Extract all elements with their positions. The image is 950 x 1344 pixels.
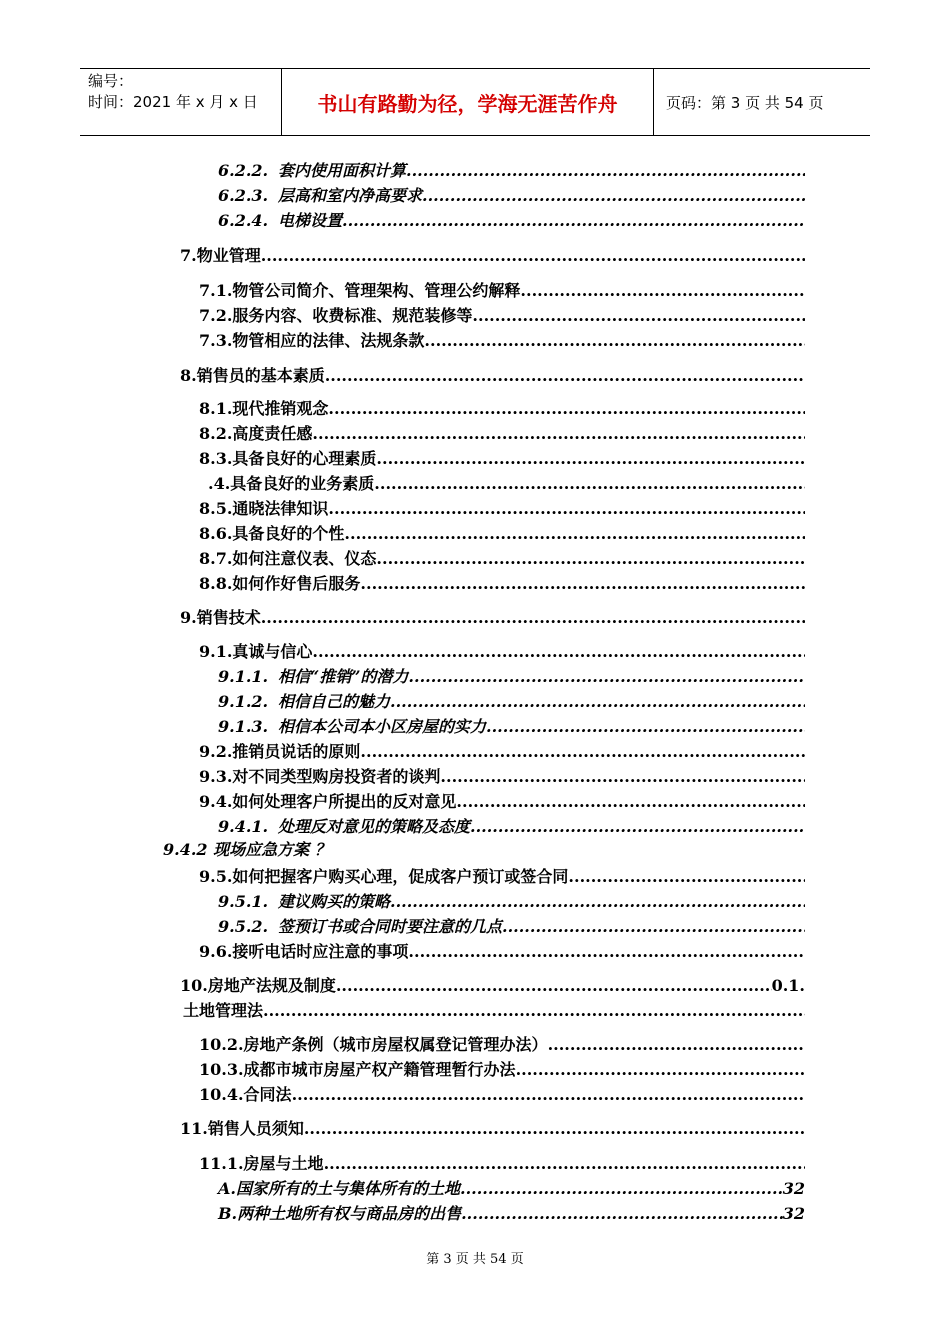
- toc-entry-label: [199, 741, 360, 763]
- toc-entry-number: 9.3.: [199, 767, 233, 786]
- toc-dot-leader: [325, 365, 805, 387]
- toc-dot-leader: [516, 1059, 805, 1081]
- page-footer: 第 3 页 共 54 页: [426, 1252, 524, 1267]
- toc-entry-title: 销售技术: [196, 608, 261, 627]
- toc-entry[interactable]: [199, 523, 805, 545]
- toc-entry-title: 通晓法律知识: [232, 499, 329, 518]
- toc-entry-label: [218, 210, 342, 232]
- toc-dot-leader: [312, 641, 805, 663]
- toc-entry-number: 10.: [180, 976, 208, 995]
- toc-dot-leader: [376, 448, 805, 470]
- toc-entry[interactable]: [199, 1059, 805, 1081]
- toc-entry-label: [199, 941, 408, 963]
- page-header: [80, 68, 870, 136]
- toc-dot-leader: [360, 573, 805, 595]
- toc-dot-leader: [460, 1178, 783, 1200]
- toc-entry-title: 真诚与信心: [232, 642, 313, 661]
- toc-entry-title: 房屋与土地: [243, 1154, 324, 1173]
- toc-dot-leader: [456, 791, 805, 813]
- toc-entry-label: [218, 666, 408, 688]
- toc-entry[interactable]: [199, 280, 805, 302]
- toc-entry-title: 物业管理: [196, 246, 261, 265]
- toc-entry-number: A.: [218, 1179, 236, 1198]
- toc-entry-title: 服务内容、收费标准、规范装修等: [232, 306, 473, 325]
- toc-entry-title: 物管公司简介、管理架构、管理公约解释: [232, 281, 521, 300]
- toc-dot-leader: [390, 691, 805, 713]
- toc-entry-number: 9.5.2.: [218, 917, 269, 936]
- time-label: 时间：2021 年 x 月 x 日: [88, 93, 258, 111]
- toc-entry[interactable]: [199, 548, 805, 570]
- toc-entry-title: 推销员说话的原则: [232, 742, 361, 761]
- toc-entry[interactable]: [199, 941, 805, 963]
- toc-dot-leader: [360, 741, 805, 763]
- toc-dot-leader: [312, 423, 805, 445]
- toc-dot-leader: [548, 1034, 805, 1056]
- toc-entry-number: B.: [218, 1204, 238, 1223]
- toc-entry[interactable]: [218, 1203, 805, 1225]
- toc-dot-leader: [304, 1118, 805, 1140]
- toc-entry[interactable]: [199, 423, 805, 445]
- toc-entry-title: 房地产法规及制度: [207, 976, 336, 995]
- toc-entry-label: [199, 498, 328, 520]
- toc-entry-label: [180, 245, 261, 267]
- toc-entry-number: 8.5.: [199, 499, 233, 518]
- toc-dot-leader: [502, 916, 805, 938]
- toc-entry-number: 6.2.3.: [218, 186, 269, 205]
- toc-entry-number: 8.: [180, 366, 197, 385]
- toc-page-number: 32: [782, 1179, 805, 1198]
- toc-entry-number: 11.1.: [199, 1154, 244, 1173]
- toc-dot-leader: [520, 280, 805, 302]
- toc-entry-number: 9.1.3.: [218, 717, 269, 736]
- toc-entry-label: [199, 766, 440, 788]
- toc-entry-number: 9.1.: [199, 642, 233, 661]
- toc-entry[interactable]: [199, 1153, 805, 1175]
- toc-entry[interactable]: [218, 160, 805, 182]
- toc-entry-number: 8.7.: [199, 549, 233, 568]
- toc-entry-label: [218, 816, 470, 838]
- toc-entry-title: 高度责任感: [232, 424, 313, 443]
- toc-entry-title: 相信“推销”的潜力: [278, 667, 409, 686]
- toc-entry[interactable]: [180, 365, 805, 387]
- toc-entry[interactable]: [199, 641, 805, 663]
- toc-entry[interactable]: [199, 573, 805, 595]
- toc-entry-number: 9.2.: [199, 742, 233, 761]
- toc-entry-title: 如何处理客户所提出的反对意见: [232, 792, 457, 811]
- toc-dot-leader: [390, 891, 805, 913]
- toc-entry[interactable]: [180, 1118, 805, 1140]
- toc-entry-title: 处理反对意见的策略及态度: [278, 817, 471, 836]
- toc-entry-label: [180, 1118, 304, 1140]
- toc-entry-label: [199, 573, 360, 595]
- toc-entry[interactable]: [208, 473, 805, 495]
- toc-dot-leader: [406, 160, 805, 182]
- toc-entry-title: 具备良好的业务素质: [230, 474, 375, 493]
- toc-dot-leader: [422, 185, 805, 207]
- toc-dot-leader: [342, 210, 805, 232]
- toc-entry[interactable]: [199, 330, 805, 352]
- toc-entry-label: [208, 473, 374, 495]
- toc-dot-leader: [470, 816, 805, 838]
- toc-dot-leader: [408, 941, 805, 963]
- toc-entry-title: 国家所有的土与集体所有的土地: [235, 1179, 460, 1198]
- toc-entry[interactable]: [218, 1178, 805, 1200]
- toc-dot-leader: [486, 716, 805, 738]
- toc-entry-label: [218, 160, 406, 182]
- toc-entry[interactable]: [180, 245, 805, 267]
- toc-entry[interactable]: [199, 741, 805, 763]
- toc-entry-title: 现代推销观念: [232, 399, 329, 418]
- toc-entry-number: 10.2.: [199, 1035, 244, 1054]
- toc-entry-label: [199, 641, 312, 663]
- toc-entry-title: 签预订书或合同时要注意的几点: [278, 917, 503, 936]
- toc-entry-number: 8.3.: [199, 449, 233, 468]
- toc-entry[interactable]: [199, 398, 805, 420]
- toc-dot-leader: [472, 305, 805, 327]
- toc-entry[interactable]: [180, 607, 805, 629]
- toc-entry-label: [180, 607, 261, 629]
- toc-entry-title: 成都市城市房屋产权产籍管理暂行办法: [243, 1060, 516, 1079]
- toc-entry-title: 如何把握客户购买心理，促成客户预订或签合同: [232, 867, 569, 886]
- toc-dot-leader: [461, 1203, 783, 1225]
- toc-dot-leader: [263, 1000, 805, 1022]
- toc-entry-title: 套内使用面积计算: [278, 161, 407, 180]
- toc-entry[interactable]: [199, 866, 805, 888]
- toc-entry-number: 9.1.1.: [218, 667, 269, 686]
- toc-entry-number: 9.5.: [199, 867, 233, 886]
- toc-entry[interactable]: [218, 716, 805, 738]
- toc-entry-title: 合同法: [243, 1085, 292, 1104]
- toc-entry-label: [180, 365, 325, 387]
- toc-entry-label: [199, 1153, 324, 1175]
- toc-entry-title: 层高和室内净高要求: [278, 186, 423, 205]
- toc-entry-title: 销售人员须知: [207, 1119, 304, 1138]
- toc-entry-title: 相信本公司本小区房屋的实力: [278, 717, 487, 736]
- toc-entry[interactable]: [218, 666, 805, 688]
- toc-entry-number: 7.1.: [199, 281, 233, 300]
- header-motto: 书山有路勤为径，学海无涯苦作舟: [282, 69, 654, 135]
- toc-dot-leader: [328, 498, 805, 520]
- toc-entry-title: 两种土地所有权与商品房的出售: [237, 1204, 462, 1223]
- toc-entry-title: 具备良好的个性: [232, 524, 345, 543]
- toc-entry[interactable]: [218, 916, 805, 938]
- toc-entry[interactable]: [218, 816, 805, 838]
- toc-entry-label: [199, 398, 328, 420]
- toc-entry-title: 接听电话时应注意的事项: [232, 942, 409, 961]
- toc-entry-label: [199, 1059, 516, 1081]
- toc-page-number: 0.1.: [771, 976, 805, 995]
- toc-entry-label: [218, 916, 502, 938]
- toc-dot-leader: [261, 245, 805, 267]
- toc-entry-title: 对不同类型购房投资者的谈判: [232, 767, 441, 786]
- toc-entry[interactable]: [218, 691, 805, 713]
- toc-entry[interactable]: [199, 766, 805, 788]
- toc-entry-label: [199, 305, 472, 327]
- toc-dot-leader: [344, 523, 805, 545]
- toc-entry[interactable]: [199, 791, 805, 813]
- toc-dot-leader: [374, 473, 805, 495]
- toc-entry-label: [199, 330, 424, 352]
- code-label: 编号：: [88, 72, 134, 90]
- toc-entry-label: [218, 716, 486, 738]
- toc-entry-label: [218, 891, 390, 913]
- toc-entry-title: 如何注意仪表、仪态: [232, 549, 377, 568]
- toc-entry-number: 10.3.: [199, 1060, 244, 1079]
- toc-entry-number: 9.1.2.: [218, 692, 269, 711]
- toc-entry-number: 8.8.: [199, 574, 233, 593]
- toc-entry-title: 房地产条例（城市房屋权属登记管理办法）: [243, 1035, 548, 1054]
- toc-entry[interactable]: [199, 498, 805, 520]
- toc-entry[interactable]: [218, 891, 805, 913]
- toc-dot-leader: [568, 866, 805, 888]
- toc-dot-leader: [292, 1084, 805, 1106]
- toc-entry[interactable]: [199, 1034, 805, 1056]
- toc-entry[interactable]: [218, 185, 805, 207]
- toc-entry-title: 电梯设置: [278, 211, 343, 230]
- toc-entry-number: 8.6.: [199, 524, 233, 543]
- toc-entry[interactable]: [199, 305, 805, 327]
- toc-entry-number: 11.: [180, 1119, 208, 1138]
- toc-entry-title: 物管相应的法律、法规条款: [232, 331, 425, 350]
- toc-entry[interactable]: [199, 448, 805, 470]
- toc-entry[interactable]: [218, 210, 805, 232]
- toc-entry-number: 9.5.1.: [218, 892, 269, 911]
- toc-dot-leader: [424, 330, 805, 352]
- toc-entry-number: 6.2.4.: [218, 211, 269, 230]
- toc-dot-leader: [440, 766, 805, 788]
- toc-entry-number: 9.4.: [199, 792, 233, 811]
- toc-entry-number: .4.: [208, 474, 231, 493]
- toc-entry-label: [218, 1178, 460, 1200]
- toc-entry-title: 销售员的基本素质: [196, 366, 325, 385]
- toc-entry-label: [199, 866, 568, 888]
- toc-entry-number: 6.2.2.: [218, 161, 269, 180]
- toc-entry-label: [199, 448, 376, 470]
- toc-dot-leader: [336, 975, 772, 997]
- toc-entry-label: [218, 1203, 461, 1225]
- toc-entry-number: 7.: [180, 246, 197, 265]
- toc-entry-number: 10.4.: [199, 1085, 244, 1104]
- toc-entry-label: [218, 185, 422, 207]
- toc-dot-leader: [324, 1153, 805, 1175]
- toc-entry-number: 8.1.: [199, 399, 233, 418]
- toc-dot-leader: [328, 398, 805, 420]
- toc-entry-number: 8.2.: [199, 424, 233, 443]
- toc-entry[interactable]: [180, 975, 805, 997]
- toc-entry-label: [183, 1000, 263, 1022]
- toc-entry-label: [199, 1084, 292, 1106]
- toc-entry-number: 7.2.: [199, 306, 233, 325]
- toc-dot-leader: [261, 607, 805, 629]
- toc-entry[interactable]: [199, 1084, 805, 1106]
- toc-dot-leader: [408, 666, 805, 688]
- toc-entry-title: 如何作好售后服务: [232, 574, 361, 593]
- toc-entry-title: 相信自己的魅力: [278, 692, 391, 711]
- toc-entry-title: 建议购买的策略: [278, 892, 391, 911]
- toc-entry-title: 土地管理法: [183, 1001, 264, 1020]
- toc-entry[interactable]: [183, 1000, 805, 1022]
- header-meta: [80, 69, 282, 135]
- toc-entry-number: 9.6.: [199, 942, 233, 961]
- toc-entry-label: [199, 280, 520, 302]
- header-page-info: 页码：第 3 页 共 54 页: [666, 93, 824, 112]
- toc-entry-label: [218, 691, 390, 713]
- toc-entry-title: 具备良好的心理素质: [232, 449, 377, 468]
- toc-entry-number: 7.3.: [199, 331, 233, 350]
- toc-entry-label: [199, 791, 456, 813]
- stray-heading: 9.4.2 现场应急方案 ？: [163, 840, 331, 859]
- toc-entry-label: [199, 548, 376, 570]
- toc-entry-label: [180, 975, 336, 997]
- toc-entry-label: [199, 1034, 548, 1056]
- toc-entry-number: 9.: [180, 608, 197, 627]
- toc-entry-number: 9.4.1.: [218, 817, 269, 836]
- toc-entry-label: [199, 423, 312, 445]
- toc-page-number: 32: [782, 1204, 805, 1223]
- toc-entry-label: [199, 523, 344, 545]
- toc-dot-leader: [376, 548, 805, 570]
